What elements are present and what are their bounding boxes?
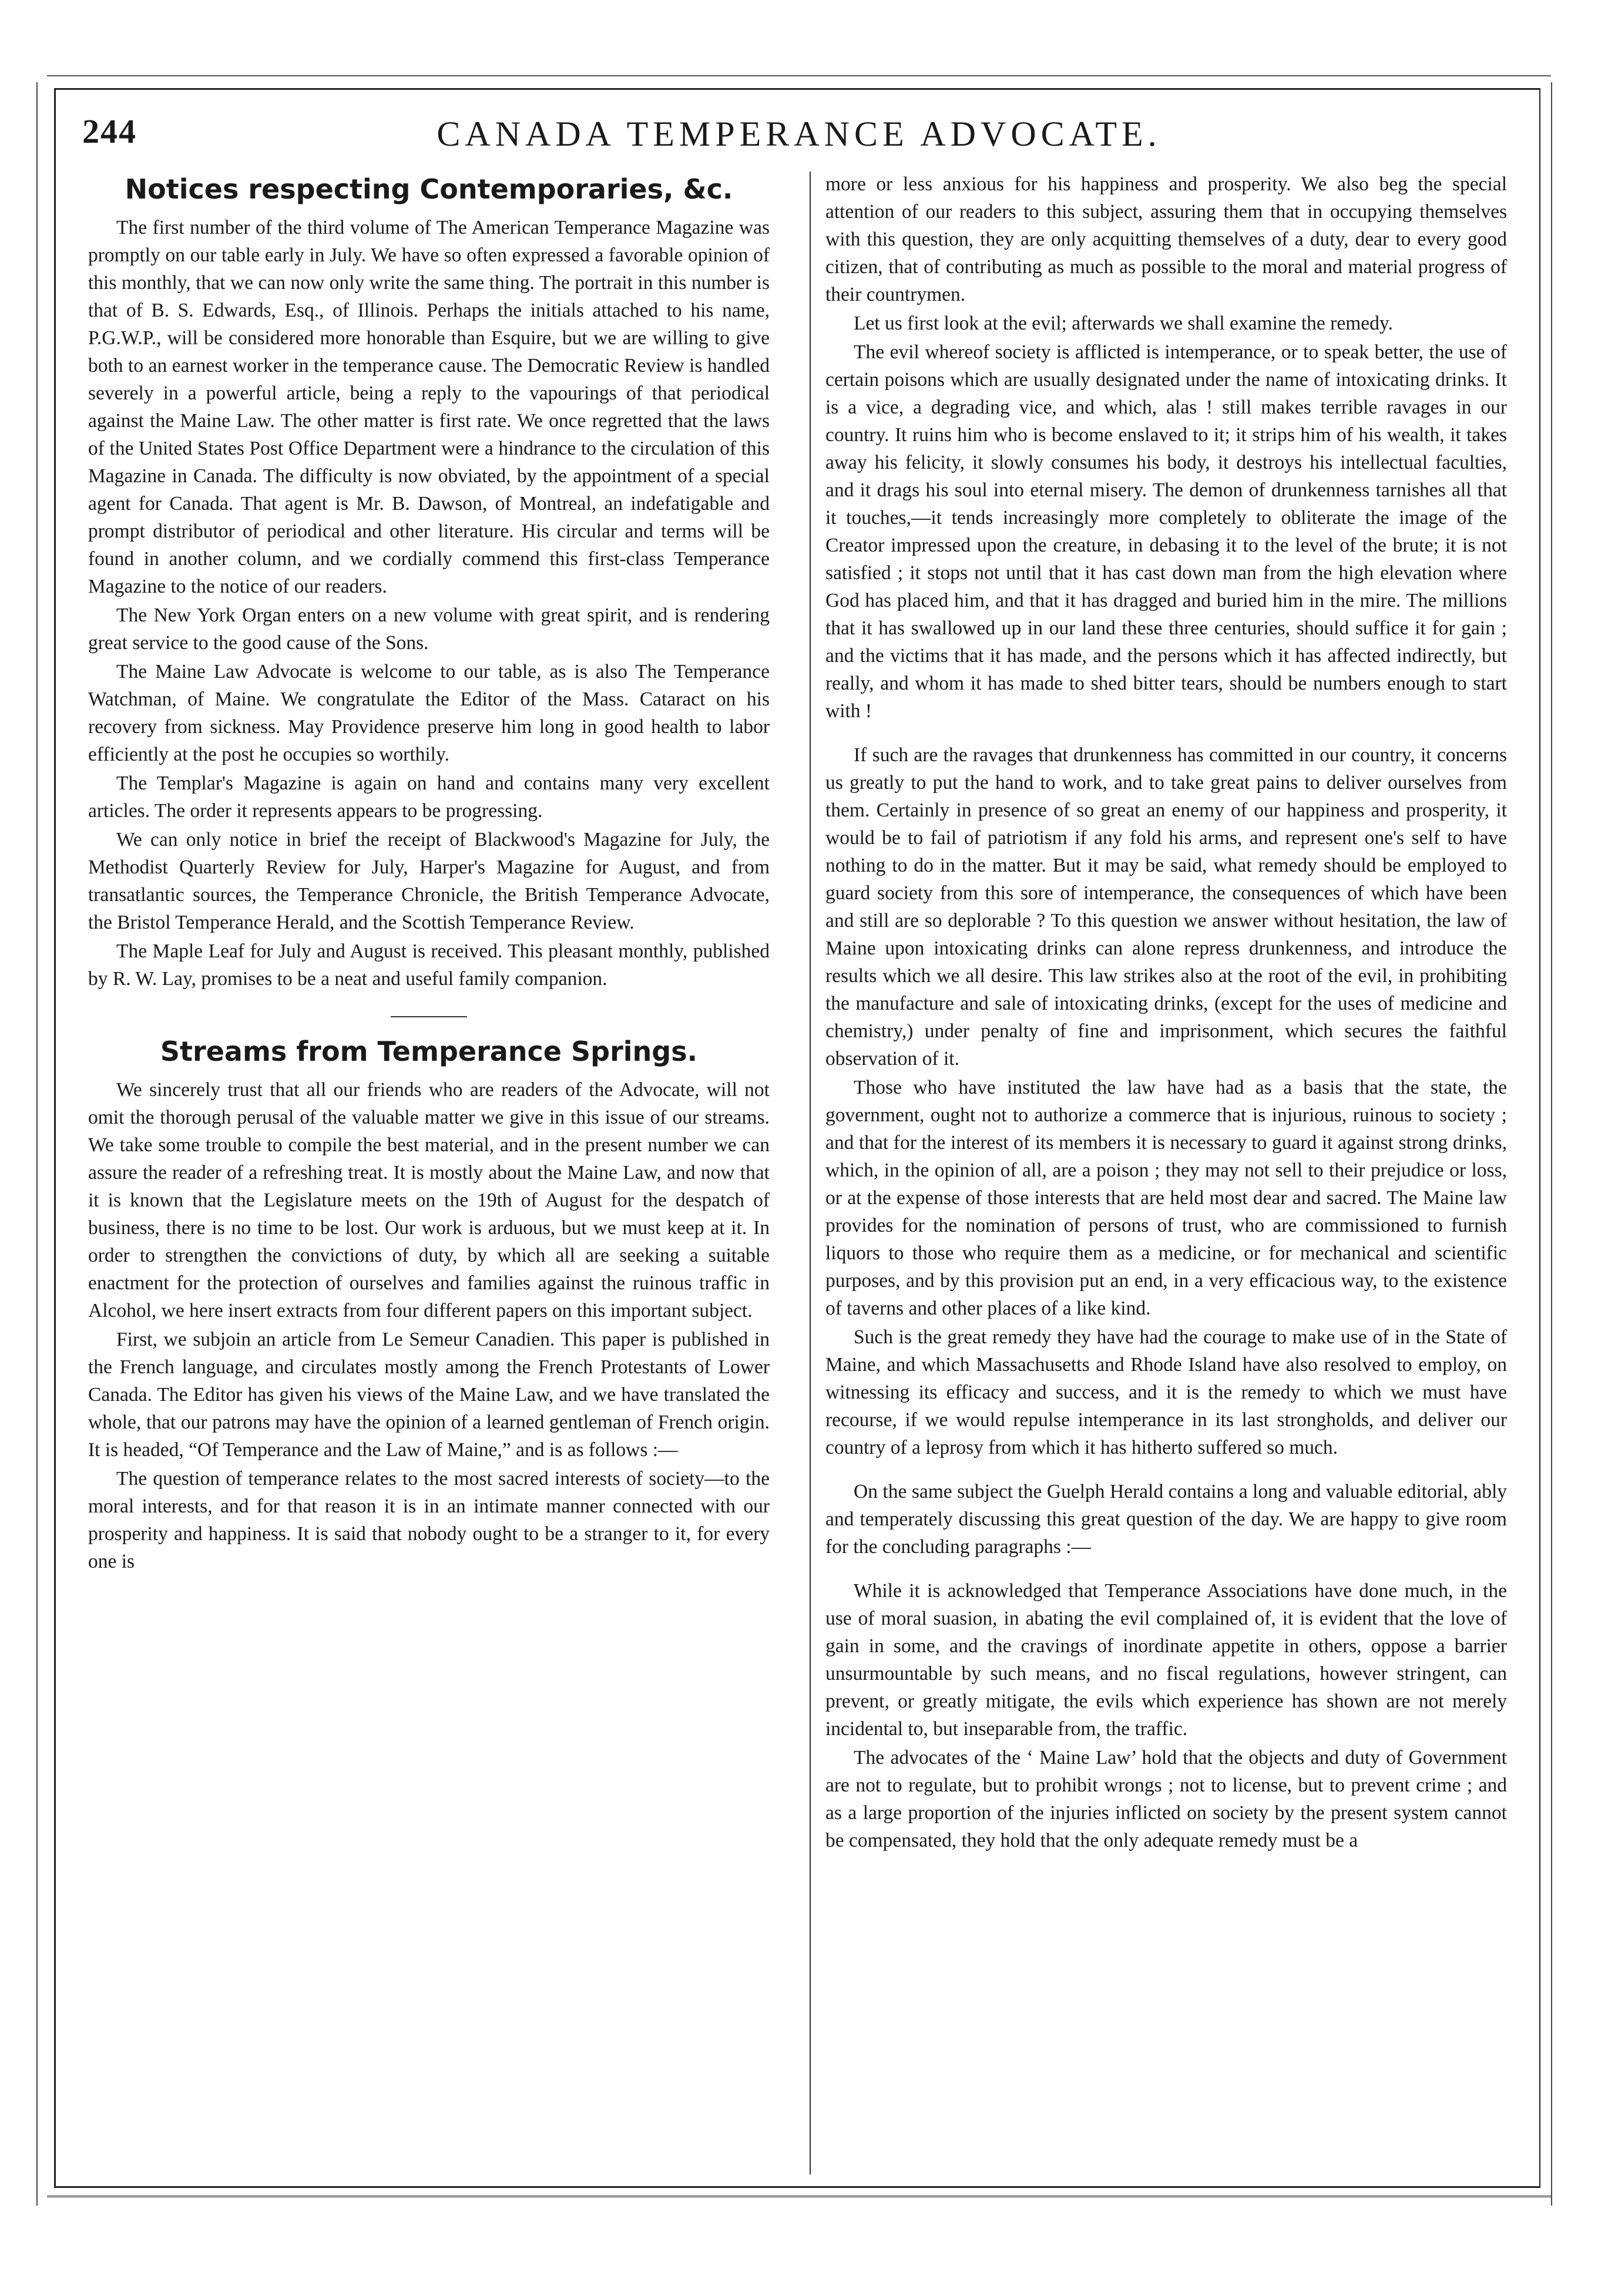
section-divider [391, 1016, 467, 1017]
paragraph: We can only notice in brief the receipt of Blackwood's Magazine for July, the Methodist Quarterly Review for July, Harper's Magazine for August, and from transatlantic sources, the Temperance Chronicle, the British Temperance Advocate, the Bristol Temperance Herald, and the Scottish Temperance Review. [88, 829, 770, 933]
paragraph: First, we subjoin an article from Le Semeur Canadien. This paper is published in the French language, and circulates mostly among the French Protestants of Lower Canada. The Editor has given his views of the Maine Law, and we have translated the whole, that our patrons may have the opinion of a learned gentleman of French origin. It is headed, “Of Temperance and the Law of Maine,” and is as follows :— [88, 1329, 770, 1461]
page-number: 244 [82, 112, 137, 150]
paragraph: If such are the ravages that drunkenness has committed in our country, it concerns us greatly to put the hand to work, and to take great pains to deliver ourselves from them. Certainly in presence of so great an enemy of our happiness and prosperity, it would be to fail of patriotism if any fold his arms, and represent one's self to have nothing to do in the matter. But it may be said, what remedy should be employed to guard society from this sore of intemperance, the consequences of which have been and still are so deplorable ? To this question we answer without hesitation, the law of Maine upon intoxicating drinks can alone repress drunkenness, and introduce the results which we all desire. This law strikes also at the root of the evil, in prohibiting the manufacture and sale of intoxicating drinks, (except for the uses of medicine and chemistry,) under penalty of fine and imprisonment, which secures the faithful observation of it. [825, 744, 1507, 1070]
left-column [88, 170, 770, 2179]
paragraph: The advocates of the ‘ Maine Law’ hold that the objects and duty of Government are not to regulate, but to prohibit wrongs ; not to license, but to prevent crime ; and as a large proportion of the injuries inflicted on society by the present system cannot be compensated, they hold that the only adequate remedy must be a [825, 1747, 1507, 1851]
paragraph: more or less anxious for his happiness and prosperity. We also beg the special attention of our readers to this subject, assuring them that in occupying themselves with this question, they are only acquitting themselves of a duty, dear to every good citizen, that of contributing as much as possible to the moral and material progress of their countrymen. [825, 173, 1507, 305]
paragraph: The question of temperance relates to the most sacred interests of society—to the moral interests, and for that reason it is in an intimate manner connected with our prosperity and happiness. It is said that nobody ought to be a stranger to it, for every one is [88, 1468, 770, 1572]
paragraph: While it is acknowledged that Temperance Associations have done much, in the use of moral suasion, in abating the evil complained of, it is evident that the love of gain in some, and the cravings of inordinate appetite in others, oppose a barrier unsurmountable by such means, and no fiscal regulations, however stringent, can prevent, or greatly mitigate, the evils which experience has shown are not merely incidental to, but inseparable from, the traffic. [825, 1580, 1507, 1740]
paragraph: The evil whereof society is afflicted is intemperance, or to speak better, the use of certain poisons which are usually designated under the name of intoxicating drinks. It is a vice, a degrading vice, and which, alas ! still makes terrible ravages in our country. It ruins him who is become enslaved to it; it strips him of his wealth, it takes away his felicity, it slowly consumes his body, it destroys his intellectual faculties, and it drags his soul into eternal misery. The demon of drunkenness tarnishes all that it touches,—it tends increasingly more completely to obliterate the image of the Creator impressed upon the creature, in debasing it to the level of the brute; it is not satisfied ; it stops not until that it has cast down man from the high elevation where God has placed him, and that it has dragged and buried him in the mire. The millions that it has swallowed up in our land these three centuries, should suffice it for gain ; and the victims that it has made, and the persons which it has affected indirectly, but really, and whom it has made to shed bitter tears, should be numbers enough to start with ! [825, 341, 1507, 722]
running-title: CANADA TEMPERANCE ADVOCATE. [437, 115, 1161, 153]
paragraph: Such is the great remedy they have had the courage to make use of in the State of Maine, and which Massachusetts and Rhode Island have also resolved to employ, on witnessing its efficacy and success, and it is the remedy to which we must have recourse, if we would repulse intemperance in its last strongholds, and deliver our country of a leprosy from which it has hitherto suffered so much. [825, 1326, 1507, 1458]
paragraph: The Templar's Magazine is again on hand and contains many very excellent articles. The order it represents appears to be progressing. [88, 772, 770, 822]
right-column [825, 170, 1507, 2179]
section-title-streams: Streams from Temperance Springs. [160, 1036, 698, 1067]
section-title-notices: Notices respecting Contemporaries, &c. [125, 173, 733, 205]
paragraph: Let us first look at the evil; afterwards we shall examine the remedy. [854, 312, 1393, 334]
paragraph: The Maple Leaf for July and August is received. This pleasant monthly, published by R. W. Lay, promises to be a neat and useful family companion. [88, 940, 770, 990]
column-divider [810, 172, 811, 2174]
paragraph: The New York Organ enters on a new volume with great spirit, and is rendering great service to the good cause of the Sons. [88, 604, 770, 654]
paragraph: We sincerely trust that all our friends who are readers of the Advocate, will not omit the thorough perusal of the valuable matter we give in this issue of our streams. We take some trouble to compile the best material, and in the present number we can assure the reader of a refreshing treat. It is mostly about the Maine Law, and now that it is known that the Legislature meets on the 19th of August for the despatch of business, there is no time to be lost. Our work is arduous, but we must keep at it. In order to strengthen the convictions of duty, by which all are seeking a suitable enactment for the protection of ourselves and families against the ruinous traffic in Alcohol, we here insert extracts from four different papers on this important subject. [88, 1079, 770, 1322]
paragraph: Those who have instituted the law have had as a basis that the state, the government, ought not to authorize a commerce that is injurious, ruinous to society ; and that for the interest of its members it is necessary to guard it against strong drinks, which, in the opinion of all, are a poison ; they may not sell to their prejudice or loss, or at the expense of those interests that are held most dear and sacred. The Maine law provides for the nomination of persons of trust, who are commissioned to furnish liquors to those who require them as a medicine, or for mechanical and scientific purposes, and by this provision put an end, in a very efficacious way, to the existence of taverns and other places of a like kind. [825, 1077, 1507, 1319]
page-header [82, 112, 1516, 164]
paragraph: On the same subject the Guelph Herald contains a long and valuable editorial, ably and temperately discussing this great question of the day. We are happy to give room for the concluding paragraphs :— [825, 1481, 1507, 1558]
paragraph: The Maine Law Advocate is welcome to our table, as is also The Temperance Watchman, of Maine. We congratulate the Editor of the Mass. Cataract on his recovery from sickness. May Providence preserve him long in good health to labor efficiently at the post he occupies so worthily. [88, 661, 770, 765]
bottom-rule [47, 2196, 1551, 2197]
paragraph: The first number of the third volume of The American Temperance Magazine was promptly on our table early in July. We have so often expressed a favorable opinion of this monthly, that we can now only write the same thing. The portrait in this number is that of B. S. Edwards, Esq., of Illinois. Perhaps the initials attached to his name, P.G.W.P., will be considered more honorable than Esquire, but we are willing to give both to an earnest worker in the temperance cause. The Democratic Review is handled severely in a powerful article, being a reply to the vapourings of that periodical against the Maine Law. The other matter is first rate. We once regretted that the laws of the United States Post Office Department were a hindrance to the circulation of this Magazine in Canada. The difficulty is now obviated, by the appointment of a special agent for Canada. That agent is Mr. B. Dawson, of Montreal, an indefatigable and prompt distributor of periodical and other literature. His circular and terms will be found in another column, and we cordially commend this first-class Temperance Magazine to the notice of our readers. [88, 217, 770, 597]
top-rule [47, 75, 1551, 76]
